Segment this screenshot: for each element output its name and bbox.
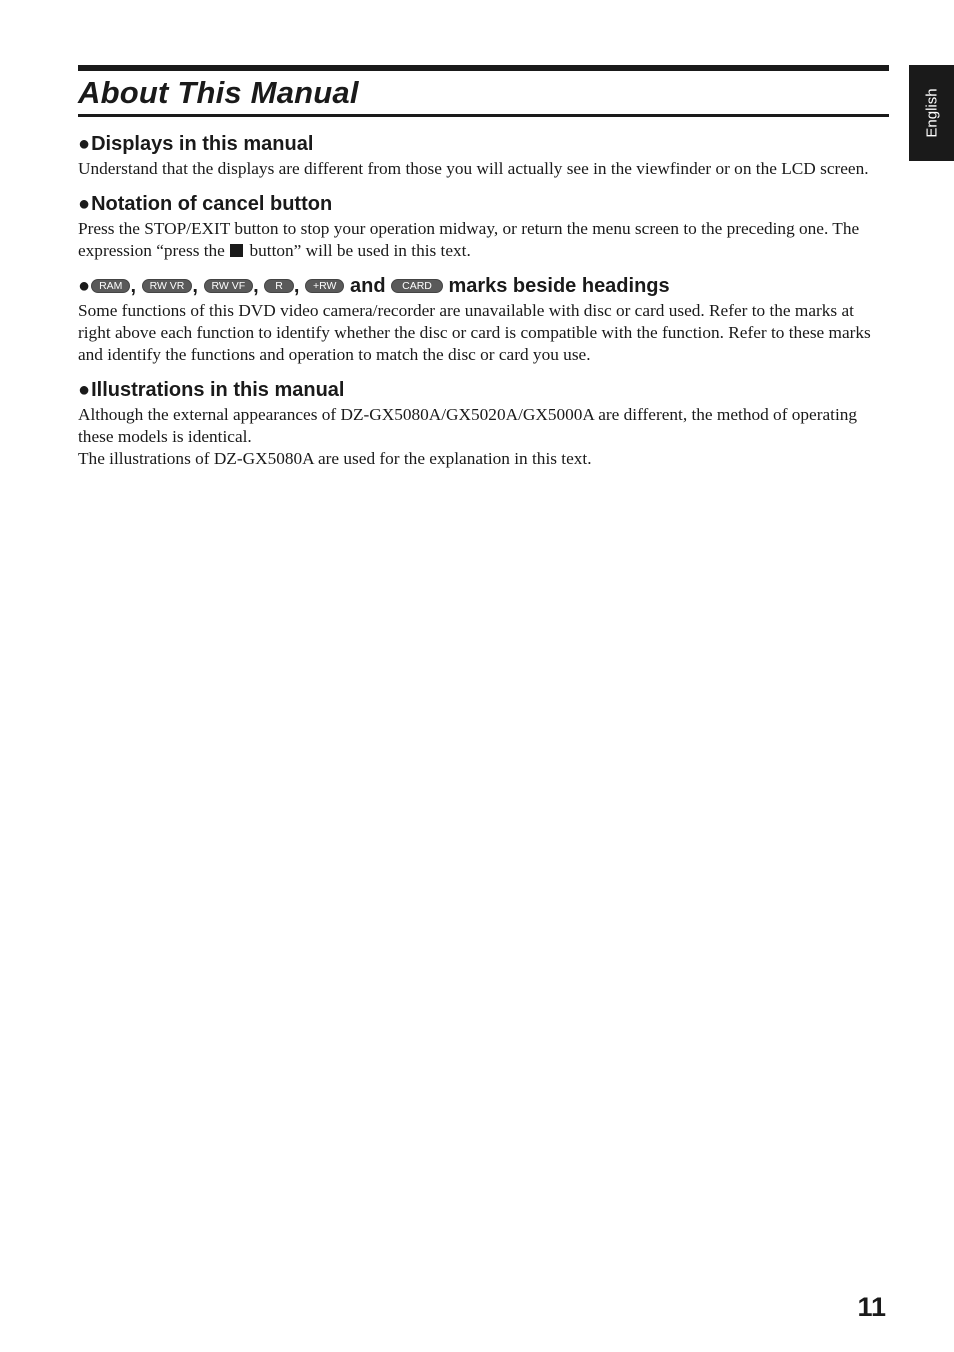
and-word: and: [349, 275, 386, 297]
badge-ram: RAM: [91, 279, 130, 293]
section-paragraph: Understand that the displays are different from those you will actually see in the viewfinder or on the LCD screen.: [78, 159, 869, 178]
section-cancel-button: [78, 190, 889, 262]
badge-rw-vr: RW VR: [142, 279, 193, 293]
badge-rw-vf: RW VF: [204, 279, 254, 293]
section-heading-text: Displays in this manual: [91, 133, 314, 155]
section-heading: [78, 130, 889, 158]
page-title: About This Manual: [78, 75, 359, 110]
bullet-icon: ●: [78, 379, 91, 401]
separator: ,: [130, 275, 136, 297]
bullet-icon: ●: [78, 193, 91, 215]
badge-plus-rw: +RW: [305, 279, 344, 293]
badge-r: R: [264, 279, 294, 293]
separator: ,: [192, 275, 198, 297]
language-tab: [909, 65, 954, 161]
bullet-icon: ●: [78, 275, 91, 297]
section-heading: [78, 190, 889, 218]
section-heading-text: marks beside headings: [448, 275, 670, 297]
section-paragraph: [78, 218, 889, 262]
manual-content: [78, 130, 889, 480]
section-displays: [78, 130, 889, 180]
header-top-rule: [78, 65, 889, 71]
paragraph-text: Press the STOP/EXIT button to stop your operation midway, or return the menu screen to the preceding one. The expression “press the: [78, 219, 860, 260]
section-heading-text: Illustrations in this manual: [91, 379, 345, 401]
separator: ,: [293, 275, 300, 297]
section-paragraph: Although the external appearances of DZ-GX5080A/GX5020A/GX5000A are different, the method of operating these models is identical.: [78, 405, 858, 446]
section-paragraph: Some functions of this DVD video camera/recorder are unavailable with disc or card used. Refer to the marks at right above each function to identify whether the disc or card is compatible with the function. Refer to these marks and identify the functions and operation to match the disc or card you use.: [78, 301, 871, 364]
section-marks: [78, 272, 889, 366]
page-number: 11: [857, 1292, 886, 1322]
section-paragraph: The illustrations of DZ-GX5080A are used for the explanation in this text.: [78, 449, 592, 468]
section-illustrations: [78, 376, 889, 470]
section-heading-text: Notation of cancel button: [91, 193, 333, 215]
bullet-icon: ●: [78, 133, 91, 155]
separator: ,: [253, 275, 259, 297]
badge-card: CARD: [391, 279, 443, 293]
paragraph-text: button” will be used in this text.: [249, 241, 471, 260]
language-tab-label: English: [923, 88, 940, 138]
header-bottom-rule: [78, 114, 889, 117]
stop-square-icon: [230, 244, 243, 257]
section-heading: [78, 272, 889, 300]
section-heading: [78, 376, 889, 404]
